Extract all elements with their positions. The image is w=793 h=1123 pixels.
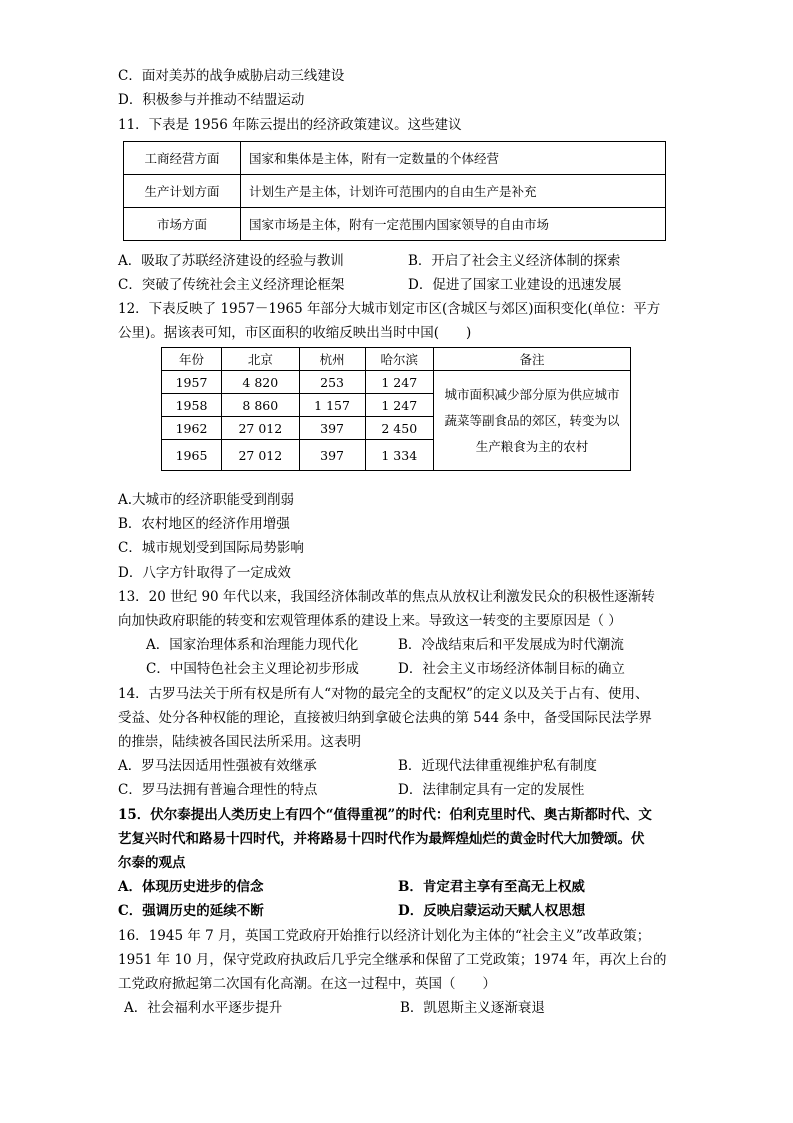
q12-option-c: C．城市规划受到国际局势影响: [118, 540, 304, 556]
table-q12: [161, 347, 631, 471]
q15-option-b: B．肯定君主享有至高无上权威: [398, 879, 585, 895]
table-cell: 397: [299, 417, 365, 440]
table-cell: 1965: [162, 440, 222, 471]
table-header: 北京: [222, 348, 300, 371]
table-cell: 1958: [162, 394, 222, 417]
table-cell: 1 334: [365, 440, 433, 471]
table-cell: 2 450: [365, 417, 433, 440]
table-cell: 4 820: [222, 371, 300, 394]
table-cell: 1 247: [365, 394, 433, 417]
q12-option-a: A.大城市的经济职能受到削弱: [118, 492, 295, 508]
question-14-line-2: 受益、处分各种权能的理论，直接被归纳到拿破仑法典的第 544 条中，备受国际民法学界: [118, 710, 652, 726]
q15-option-d: D．反映启蒙运动天赋人权思想: [398, 903, 586, 919]
q11-option-c: C．突破了传统社会主义经济理论框架: [118, 277, 345, 293]
table-cell: 1 247: [365, 371, 433, 394]
q12-option-d: D．八字方针取得了一定成效: [118, 565, 291, 581]
question-14-line-1: 14．古罗马法关于所有权是所有人“对物的最完全的支配权”的定义以及关于占有、使用、: [118, 686, 649, 702]
table-header: 年份: [162, 348, 222, 371]
q16-option-b: B．凯恩斯主义逐渐衰退: [400, 1000, 545, 1016]
table-cell: 1957: [162, 371, 222, 394]
table-row: [162, 371, 631, 394]
table-cell: 253: [299, 371, 365, 394]
question-15-line-1: 15．伏尔泰提出人类历史上有四个“值得重视”的时代：伯利克里时代、奥古斯都时代、文: [118, 807, 652, 823]
q12-option-b: B．农村地区的经济作用增强: [118, 516, 290, 532]
table-cell: 工商经营方面: [124, 142, 241, 175]
q14-option-c: C．罗马法拥有普遍合理性的特点: [118, 782, 318, 798]
q10-option-c: C．面对美苏的战争威胁启动三线建设: [118, 68, 345, 84]
question-15-line-3: 尔泰的观点: [118, 855, 186, 871]
table-cell: 8 860: [222, 394, 300, 417]
q14-option-a: A．罗马法因适用性强被有效继承: [118, 758, 317, 774]
table-note: 城市面积减少部分原为供应城市蔬菜等副食品的郊区，转变为以生产粮食为主的农村: [434, 371, 631, 471]
q14-option-d: D．法律制定具有一定的发展性: [398, 782, 585, 798]
q11-option-a: A．吸取了苏联经济建设的经验与教训: [118, 253, 344, 269]
table-cell: 国家和集体是主体，附有一定数量的个体经营: [241, 142, 666, 175]
table-cell: 生产计划方面: [124, 175, 241, 208]
table-q11: [123, 141, 666, 241]
question-12-line-2: 公里)。据该表可知，市区面积的收缩反映出当时中国( ): [118, 325, 472, 341]
q15-option-a: A．体现历史进步的信念: [118, 879, 264, 895]
table-header: 备注: [434, 348, 631, 371]
q14-option-b: B．近现代法律重视维护私有制度: [398, 758, 597, 774]
q13-option-c: C．中国特色社会主义理论初步形成: [146, 661, 359, 677]
q10-option-d: D．积极参与并推动不结盟运动: [118, 92, 305, 108]
question-16-line-2: 1951 年 10 月，保守党政府执政后几乎完全继承和保留了工党政策；1974 年，再次上台的: [118, 952, 667, 968]
question-13-line-2: 向加快政府职能的转变和宏观管理体系的建设上来。导致这一转变的主要原因是（ ）: [118, 613, 622, 629]
table-cell: 国家市场是主体，附有一定范围内国家领导的自由市场: [241, 208, 666, 241]
question-15-line-2: 艺复兴时代和路易十四时代，并将路易十四时代作为最辉煌灿烂的黄金时代大加赞颂。伏: [118, 831, 645, 847]
table-header: 哈尔滨: [365, 348, 433, 371]
table-cell: 27 012: [222, 417, 300, 440]
q11-option-d: D．促进了国家工业建设的迅速发展: [408, 277, 622, 293]
q16-option-a: A．社会福利水平逐步提升: [124, 1000, 283, 1016]
q13-option-a: A．国家治理体系和治理能力现代化: [146, 637, 359, 653]
question-16-line-1: 16．1945 年 7 月，英国工党政府开始推行以经济计划化为主体的“社会主义”改革政策；: [118, 928, 651, 944]
question-13-line-1: 13．20 世纪 90 年代以来，我国经济体制改革的焦点从放权让利激发民众的积极性逐渐转: [118, 589, 655, 605]
table-header: 杭州: [299, 348, 365, 371]
question-12-line-1: 12．下表反映了 1957－1965 年部分大城市划定市区(含城区与郊区)面积变化(单位：平方: [118, 301, 661, 317]
table-cell: 计划生产是主体，计划许可范围内的自由生产是补充: [241, 175, 666, 208]
table-cell: 1962: [162, 417, 222, 440]
q13-option-b: B．冷战结束后和平发展成为时代潮流: [398, 637, 624, 653]
q11-option-b: B．开启了社会主义经济体制的探索: [408, 253, 621, 269]
table-row: [124, 208, 666, 241]
question-14-line-3: 的推崇，陆续被各国民法所采用。这表明: [118, 734, 361, 750]
table-row: [124, 175, 666, 208]
table-cell: 27 012: [222, 440, 300, 471]
table-row: [162, 348, 631, 371]
q15-option-c: C．强调历史的延续不断: [118, 903, 264, 919]
table-cell: 397: [299, 440, 365, 471]
question-11: 11．下表是 1956 年陈云提出的经济政策建议。这些建议: [118, 117, 462, 133]
table-row: [124, 142, 666, 175]
table-cell: 市场方面: [124, 208, 241, 241]
question-16-line-3: 工党政府掀起第二次国有化高潮。在这一过程中，英国（ ）: [118, 976, 496, 992]
table-cell: 1 157: [299, 394, 365, 417]
q13-option-d: D．社会主义市场经济体制目标的确立: [398, 661, 625, 677]
